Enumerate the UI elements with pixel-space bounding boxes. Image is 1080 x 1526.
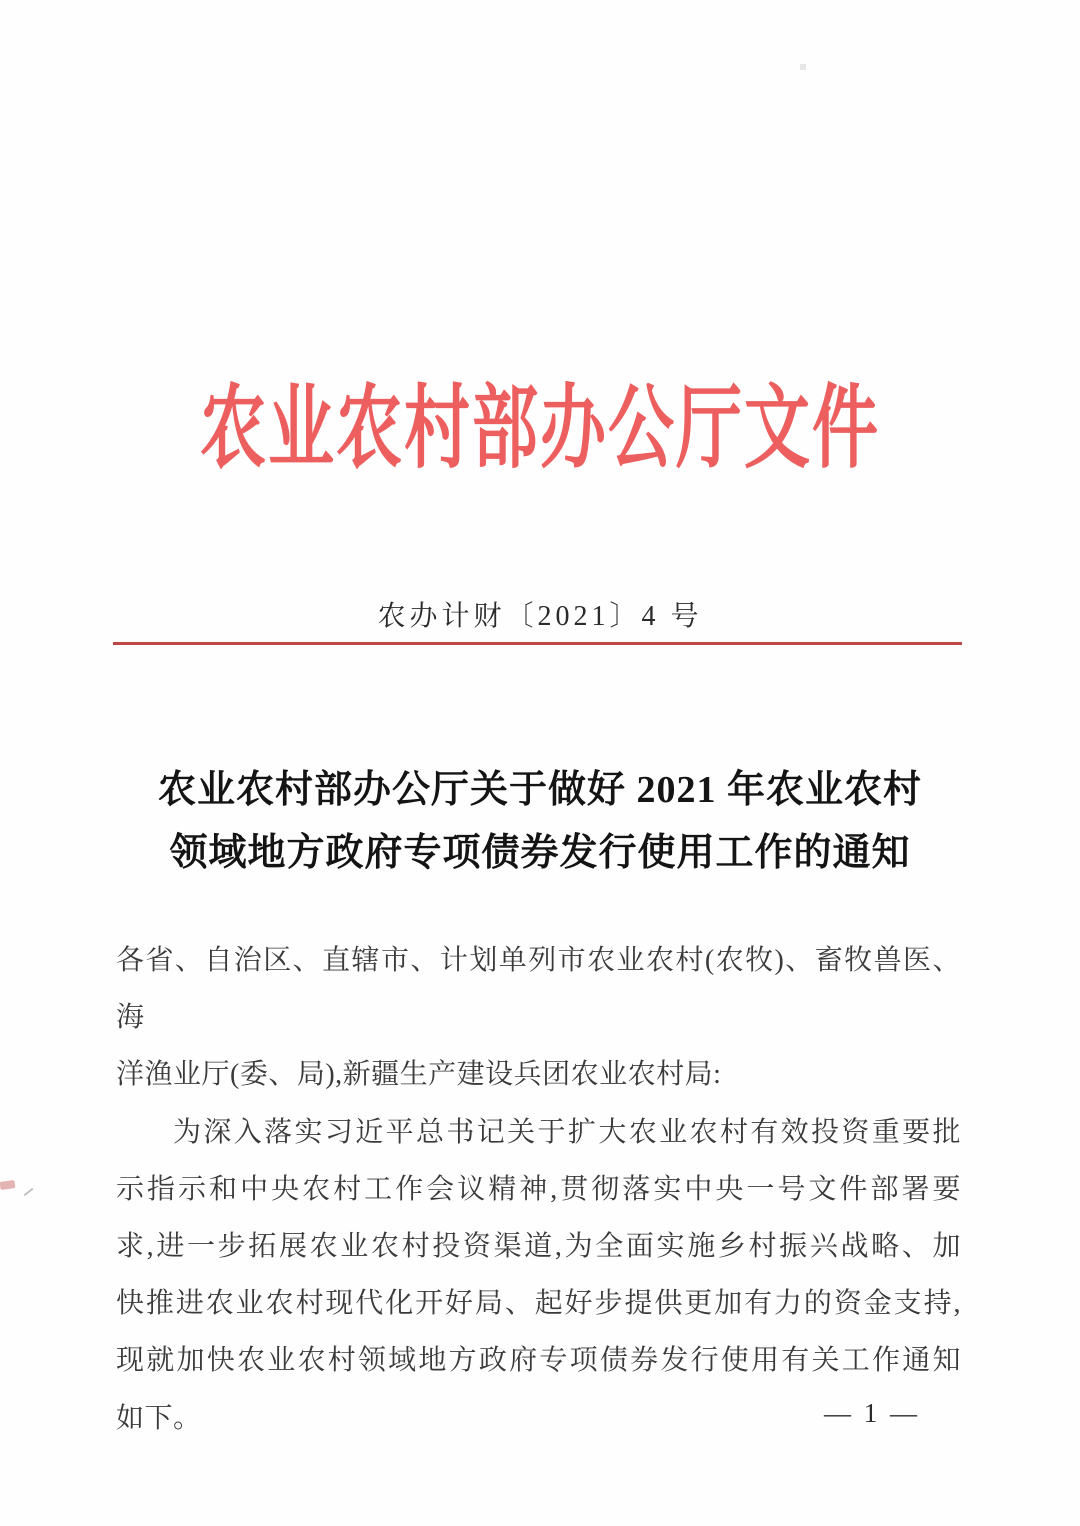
red-divider-line <box>113 642 962 645</box>
body-line: 示指示和中央农村工作会议精神,贯彻落实中央一号文件部署要 <box>116 1173 961 1205</box>
scan-artifact-speck <box>800 64 806 70</box>
notice-title-line2: 领域地方政府专项债券发行使用工作的通知 <box>169 832 911 874</box>
body-line: 为深入落实习近平总书记关于扩大农业农村有效投资重要批 <box>173 1116 961 1148</box>
document-body <box>116 932 961 1447</box>
document-number: 农办计财〔2021〕4 号 <box>377 601 703 632</box>
scan-artifact-red-smudge <box>0 1180 15 1190</box>
notice-title-line1: 农业农村部办公厅关于做好 2021 年农业农村 <box>157 769 922 811</box>
recipients-line: 洋渔业厅(委、局),新疆生产建设兵团农业农村局: <box>116 1059 722 1091</box>
body-line: 快推进农业农村现代化开好局、起好步提供更加有力的资金支持, <box>116 1288 961 1320</box>
agency-header-title: 农业农村部办公厅文件 <box>200 378 880 480</box>
body-line: 如下。 <box>116 1402 202 1434</box>
notice-title <box>0 759 1080 885</box>
body-line: 求,进一步拓展农业农村投资渠道,为全面实施乡村振兴战略、加 <box>116 1231 961 1263</box>
scan-artifact-gray-tick <box>24 1188 34 1196</box>
recipients-line: 各省、自治区、直辖市、计划单列市农业农村(农牧)、畜牧兽医、海 <box>116 945 961 1034</box>
page-number: — 1 — <box>824 1398 920 1428</box>
body-line: 现就加快农业农村领域地方政府专项债券发行使用有关工作通知 <box>116 1345 961 1377</box>
